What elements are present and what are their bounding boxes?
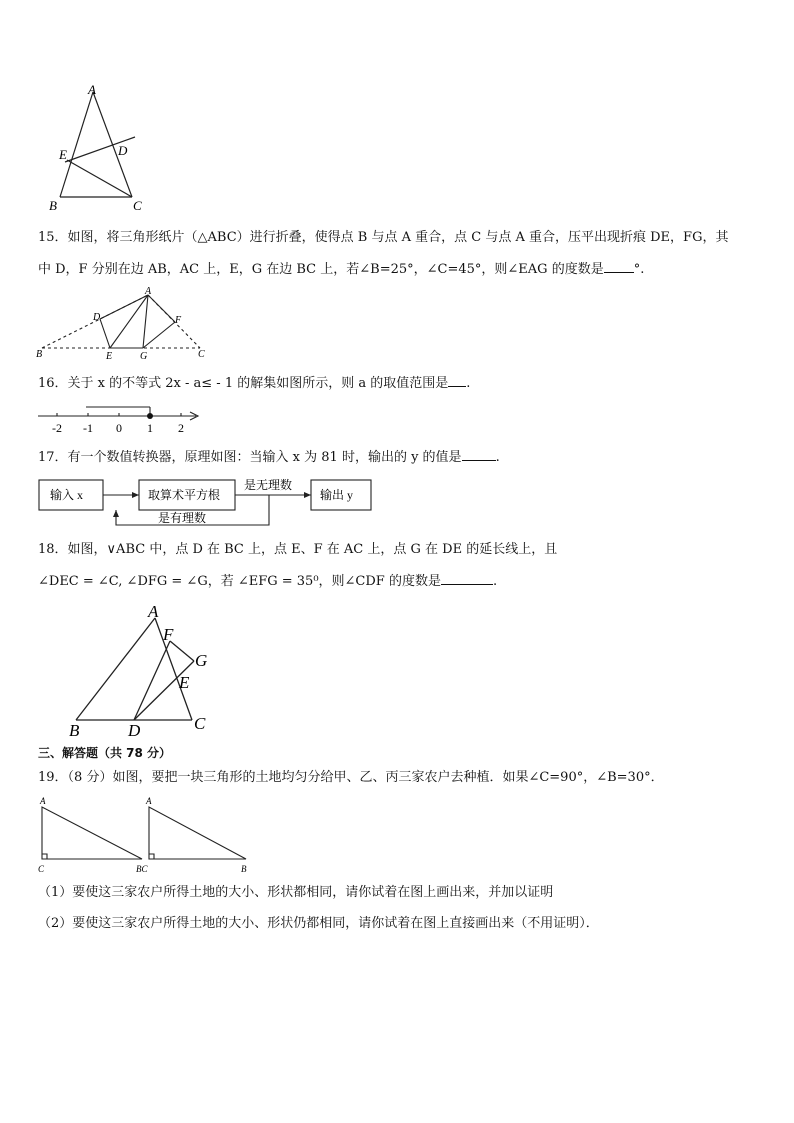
label-d: D xyxy=(118,143,128,158)
crease-de xyxy=(100,319,110,348)
q16-text xyxy=(38,374,470,393)
tick-label: 1 xyxy=(147,421,153,435)
q15-line2-end: °. xyxy=(633,262,645,277)
q18-figure xyxy=(64,600,224,740)
label-d: D xyxy=(128,721,141,740)
label-g: G xyxy=(195,651,208,670)
q17-text xyxy=(38,448,500,467)
q14-figure xyxy=(45,82,145,214)
tick-label: 2 xyxy=(178,421,184,435)
tick-label: -2 xyxy=(52,421,62,435)
q18-line2-text: ∠DEC = ∠C, ∠DFG = ∠G，若 ∠EFG = 35⁰，则∠CDF 的度数是 xyxy=(38,574,441,589)
label-d: D xyxy=(93,312,101,323)
flow-input-label: 输入 x xyxy=(50,488,84,502)
triangle-left xyxy=(42,807,142,859)
q16-answer-blank[interactable] xyxy=(448,374,466,387)
seg-ag xyxy=(143,295,148,348)
label-a: A xyxy=(146,796,152,806)
side-ab xyxy=(76,618,155,720)
q16-number-line xyxy=(36,402,206,436)
q18-line2-end: . xyxy=(492,574,498,589)
arrowhead xyxy=(132,492,139,498)
seg-af xyxy=(148,295,175,322)
q16-text-body: 16．关于 x 的不等式 2x - a≤ - 1 的解集如图所示，则 a 的取值范围是 xyxy=(38,376,449,391)
label-f: F xyxy=(163,625,174,644)
section-title: 三、解答题（共 78 分） xyxy=(38,746,172,760)
label-e: E xyxy=(59,147,67,162)
flow-irrational-label: 是无理数 xyxy=(244,478,293,492)
label-a: A xyxy=(145,286,152,297)
right-angle-mark xyxy=(42,854,47,859)
q17-answer-blank[interactable] xyxy=(462,448,496,461)
q19-sub1: （1）要使这三家农户所得土地的大小、形状都相同，请你试着在图上画出来，并加以证明 xyxy=(38,885,554,900)
q15-figure xyxy=(30,285,220,363)
q18-line1: 18．如图，∨ABC 中，点 D 在 BC 上，点 E、F 在 AC 上，点 G 在 DE 的延长线上，且 xyxy=(38,542,558,557)
label-b: B xyxy=(69,721,80,740)
q18-line2 xyxy=(38,572,497,591)
q17-text-end: . xyxy=(495,450,500,465)
label-g: G xyxy=(140,351,148,362)
label-b: B xyxy=(36,349,43,360)
label-c: C xyxy=(198,349,205,360)
flow-rational-label: 是有理数 xyxy=(158,511,207,525)
line-ec xyxy=(67,160,132,197)
seg-ae xyxy=(110,295,148,348)
q18-answer-blank[interactable] xyxy=(441,572,493,585)
side-ab xyxy=(60,92,93,197)
q19-text: 19．（8 分）如图，要把一块三角形的土地均匀分给甲、乙、丙三家农户去种植．如果∠C=90°，∠B=30°． xyxy=(38,770,664,785)
arrowhead xyxy=(113,510,119,517)
seg-fg xyxy=(170,641,194,661)
label-f: F xyxy=(175,315,182,326)
seg-df xyxy=(134,641,170,720)
triangle-right xyxy=(149,807,246,859)
crease-fg xyxy=(143,322,175,348)
tick-label: 0 xyxy=(116,421,122,435)
flow-output-label: 输出 y xyxy=(320,488,354,502)
q15-line2 xyxy=(38,260,644,279)
q15-answer-blank[interactable] xyxy=(604,260,634,273)
label-b: B xyxy=(49,198,57,213)
label-a: A xyxy=(40,796,46,806)
label-e: E xyxy=(179,673,190,692)
arrowhead xyxy=(304,492,311,498)
right-angle-mark xyxy=(149,854,154,859)
label-c: C xyxy=(38,864,45,874)
solid-point xyxy=(147,413,153,419)
q17-flowchart xyxy=(36,472,376,530)
tick-label: -1 xyxy=(83,421,93,435)
label-b: B xyxy=(241,864,247,874)
label-c: C xyxy=(133,198,142,213)
q19-figures xyxy=(34,792,259,878)
label-a: A xyxy=(88,82,96,97)
label-a: A xyxy=(148,602,159,621)
q15-line1: 15．如图，将三角形纸片（△ABC）进行折叠，使得点 B 与点 A 重合，点 C 与点 A 重合，压平出现折痕 DE，FG，其 xyxy=(38,230,729,245)
flow-process-label: 取算术平方根 xyxy=(148,488,221,502)
q16-text-end: . xyxy=(466,376,471,391)
label-c: C xyxy=(194,714,206,733)
label-e: E xyxy=(106,351,113,362)
q15-line2-text: 中 D，F 分别在边 AB，AC 上，E，G 在边 BC 上，若∠B=25°，∠C=45°，则∠EAG 的度数是 xyxy=(38,262,604,277)
q19-sub2: （2）要使这三家农户所得土地的大小、形状仍都相同，请你试着在图上直接画出来（不用证明）． xyxy=(38,916,599,931)
q17-text-body: 17．有一个数值转换器，原理如图：当输入 x 为 81 时，输出的 y 的值是 xyxy=(38,450,462,465)
label-bc: BC xyxy=(136,864,148,874)
seg-da xyxy=(100,295,148,319)
